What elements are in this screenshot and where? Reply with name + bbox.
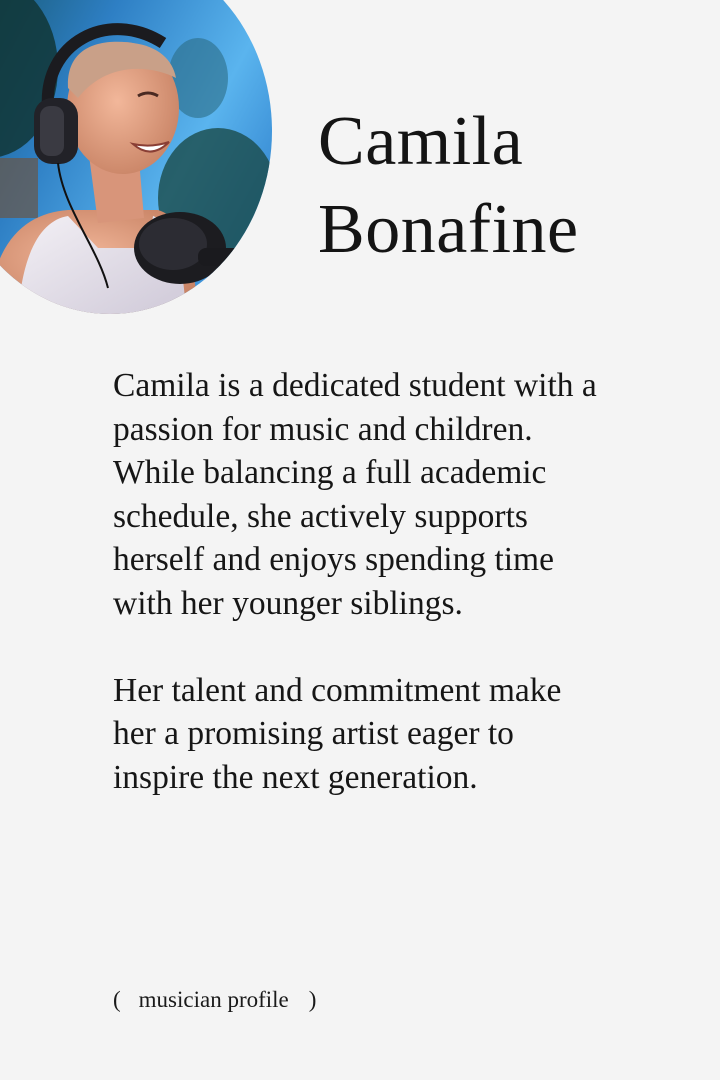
tag-close-paren: ) — [308, 987, 317, 1012]
last-name: Bonafine — [318, 191, 579, 268]
tag-open-paren: ( — [113, 987, 121, 1012]
profile-photo — [0, 0, 272, 314]
first-name: Camila — [318, 103, 524, 180]
profile-tag — [113, 984, 316, 1016]
bio-paragraph-2: Her talent and commitment make her a promising artist eager to inspire the next generation. — [113, 671, 562, 796]
bio — [113, 364, 611, 843]
profile-name — [318, 98, 579, 274]
tag-label: musician profile — [138, 987, 289, 1012]
bio-paragraph-1: Camila is a dedicated student with a passion for music and children. While balancing a full academic schedule, she actively supports herself and enjoys spending time with her younger siblings. — [113, 367, 597, 622]
